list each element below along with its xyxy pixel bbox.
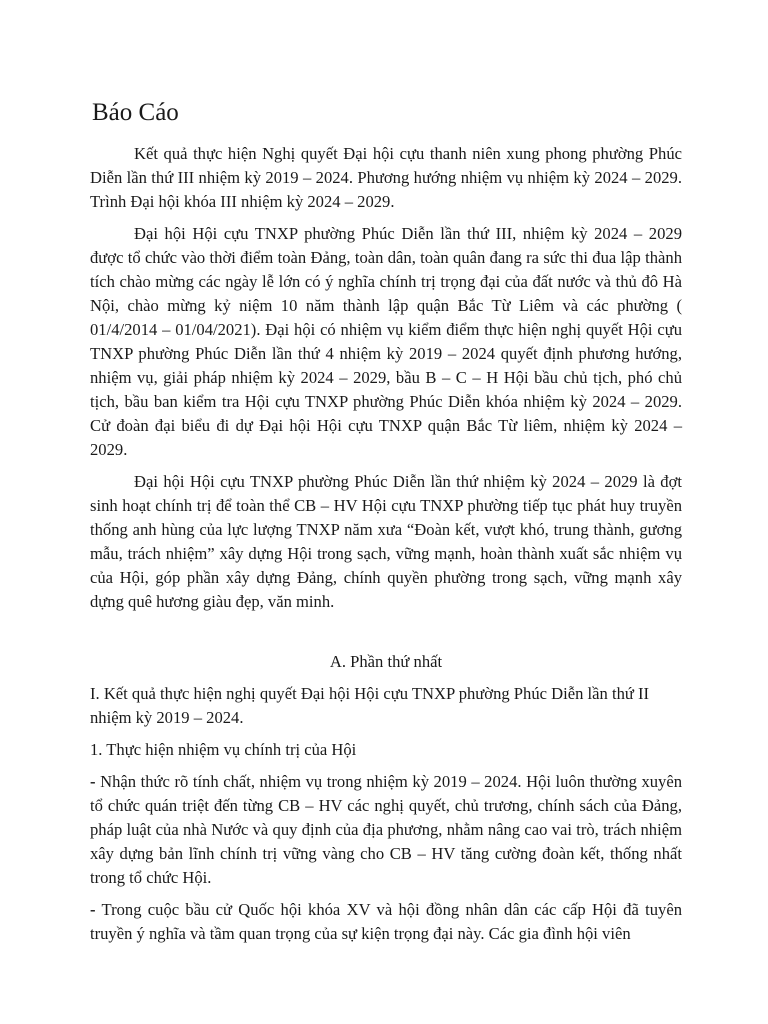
- bullet-dash: -: [90, 900, 96, 919]
- body-paragraph-congress-context: Đại hội Hội cựu TNXP phường Phúc Diễn lần thứ III, nhiệm kỳ 2024 – 2029 được tổ chức vào thời điểm toàn Đảng, toàn dân, toàn quân đang ra sức thi đua lập thành tích chào mừng các ngày lễ lớn có ý nghĩa chính trị trọng đại của đất nước và thủ đô Hà Nội, chào mừng kỷ niệm 10 năm thành lập quận Bắc Từ Liêm và các phường ( 01/4/2014 – 01/04/2021). Đại hội có nhiệm vụ kiểm điểm thực hiện nghị quyết Hội cựu TNXP phường Phúc Diễn lần thứ 4 nhiệm kỳ 2019 – 2024 quyết định phương hướng, nhiệm vụ, giải pháp nhiệm kỳ 2024 – 2029, bầu B – C – H Hội bầu chủ tịch, phó chủ tịch, bầu ban kiểm tra Hội cựu TNXP phường Phúc Diễn khóa nhiệm kỳ 2024 – 2029. Cử đoàn đại biểu đi dự Đại hội Hội cựu TNXP quận Bắc Từ liêm, nhiệm kỳ 2024 – 2029.: [90, 224, 682, 459]
- subsection-heading-1: 1. Thực hiện nhiệm vụ chính trị của Hội: [90, 740, 357, 759]
- bullet-text: Trong cuộc bầu cử Quốc hội khóa XV và hội đồng nhân dân các cấp Hội đã tuyên truyền ý nghĩa và tầm quan trọng của sự kiện trọng đại này. Các gia đình hội viên: [90, 900, 682, 943]
- document-title: Báo Cáo: [92, 99, 179, 126]
- bullet-text: Nhận thức rõ tính chất, nhiệm vụ trong nhiệm kỳ 2019 – 2024. Hội luôn thường xuyên tổ chức quán triệt đến từng CB – HV các nghị quyết, chủ trương, chính sách của Đảng, pháp luật của nhà Nước và quy định của địa phương, nhằm nâng cao vai trò, trách nhiệm xây dựng bản lĩnh chính trị vững vàng cho CB – HV tăng cường đoàn kết, thống nhất trong tổ chức Hội.: [90, 772, 682, 887]
- body-paragraph-congress-purpose: Đại hội Hội cựu TNXP phường Phúc Diễn lần thứ nhiệm kỳ 2024 – 2029 là đợt sinh hoạt chính trị để toàn thể CB – HV Hội cựu TNXP phường tiếp tục phát huy truyền thống anh hùng của lực lượng TNXP năm xưa “Đoàn kết, vượt khó, trung thành, gương mẫu, trách nhiệm” xây dựng Hội trong sạch, vững mạnh, hoàn thành xuất sắc nhiệm vụ của Hội, góp phần xây dựng Đảng, chính quyền phường trong sạch, vững mạnh xây dựng quê hương giàu đẹp, văn minh.: [90, 472, 682, 611]
- bullet-dash: -: [90, 772, 96, 791]
- bullet-paragraph: [90, 770, 682, 890]
- subsection-heading-i: I. Kết quả thực hiện nghị quyết Đại hội Hội cựu TNXP phường Phúc Diễn lần thứ II nhiệm kỳ 2019 – 2024.: [90, 684, 650, 727]
- bullet-paragraph: [90, 898, 682, 946]
- section-heading: A. Phần thứ nhất: [329, 652, 443, 671]
- intro-paragraph: Kết quả thực hiện Nghị quyết Đại hội cựu thanh niên xung phong phường Phúc Diễn lần thứ III nhiệm kỳ 2019 – 2024. Phương hướng nhiệm vụ nhiệm kỳ 2024 – 2029. Trình Đại hội khóa III nhiệm kỳ 2024 – 2029.: [90, 144, 682, 211]
